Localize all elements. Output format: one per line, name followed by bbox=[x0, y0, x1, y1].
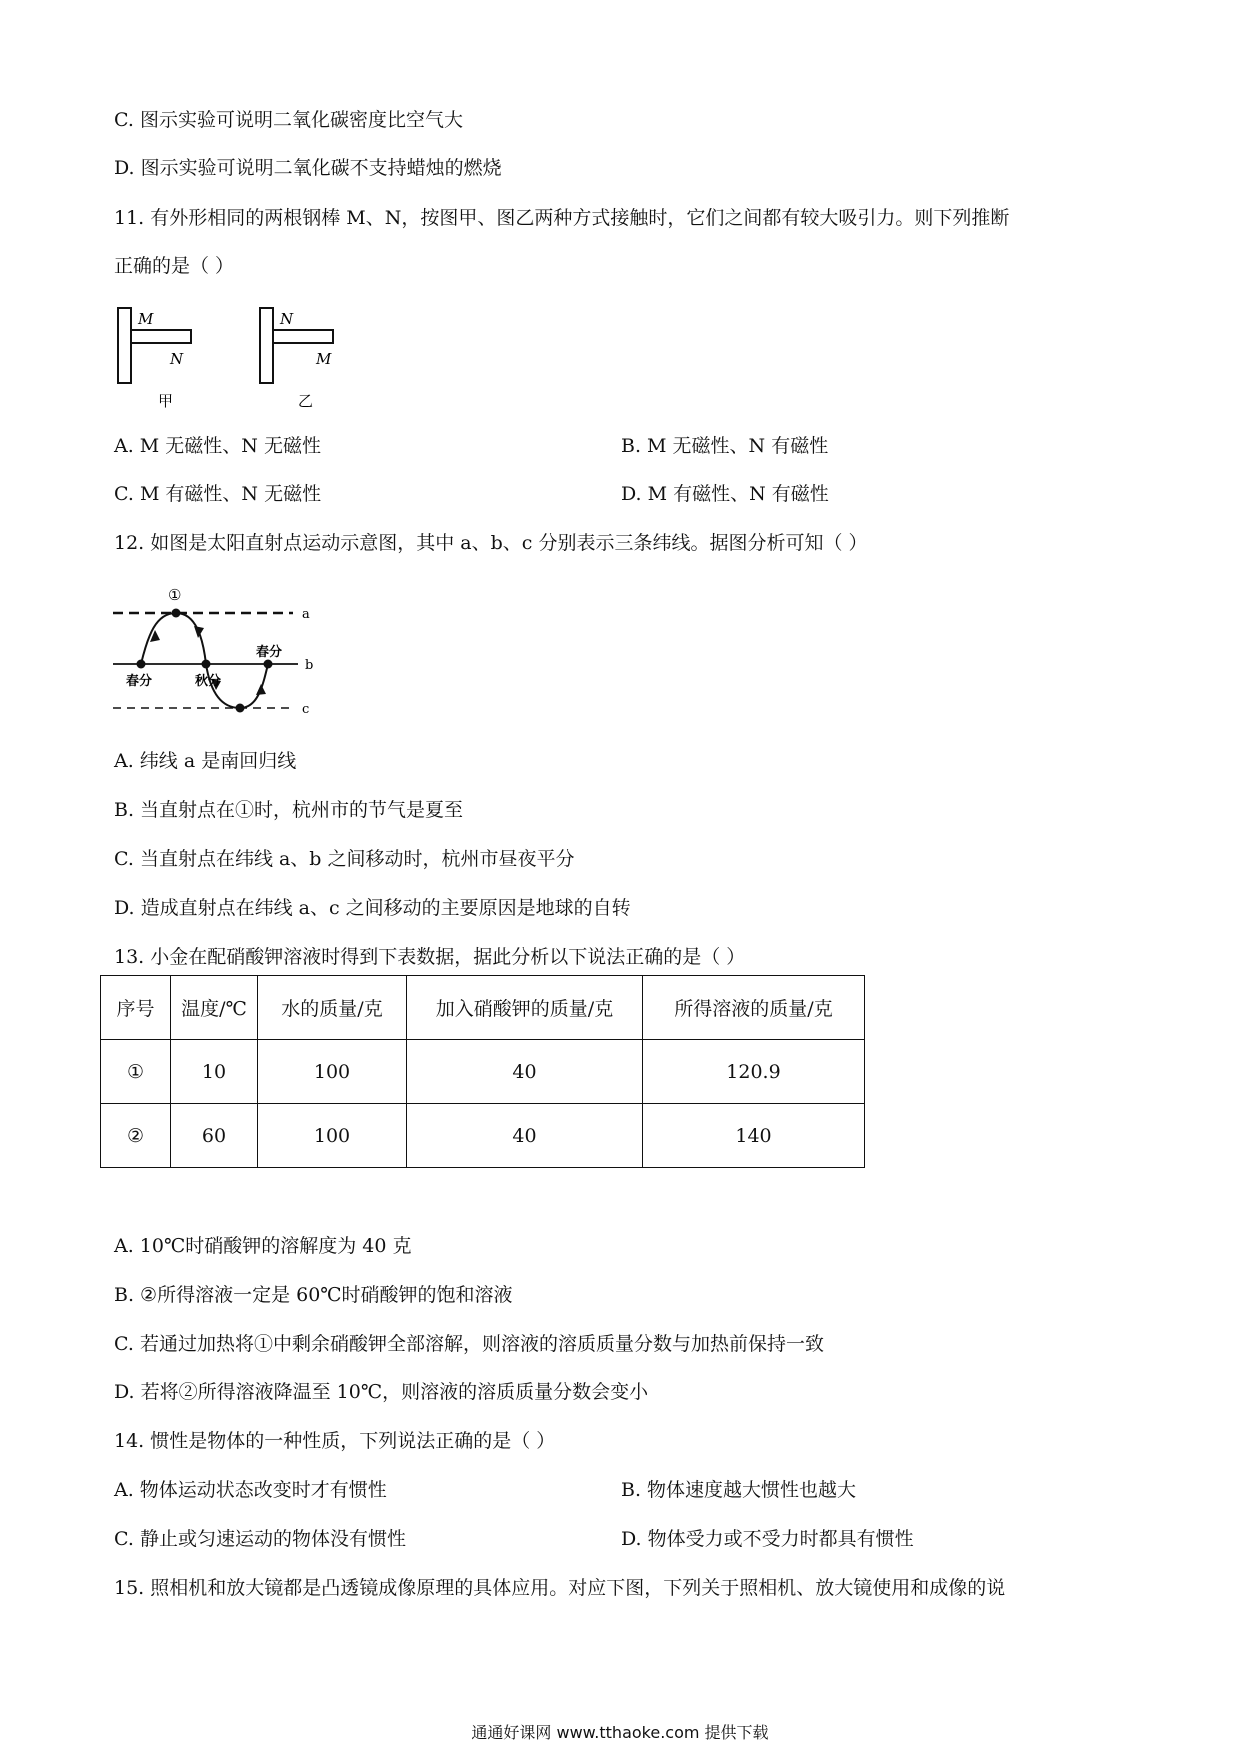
label-circle-one: ① bbox=[168, 586, 182, 604]
q14-option-c: C. 静止或匀速运动的物体没有惯性 bbox=[114, 1528, 406, 1550]
label-a: a bbox=[302, 607, 310, 622]
table-header-cell: 加入硝酸钾的质量/克 bbox=[407, 976, 643, 1040]
table-cell: 100 bbox=[258, 1104, 407, 1168]
q14-stem: 14. 惯性是物体的一种性质，下列说法正确的是（ ） bbox=[114, 1430, 556, 1452]
jia-horizontal-bar bbox=[131, 330, 191, 343]
q13-option-a: A. 10℃时硝酸钾的溶解度为 40 克 bbox=[114, 1235, 412, 1257]
q15-stem: 15. 照相机和放大镜都是凸透镜成像原理的具体应用。对应下图，下列关于照相机、放大镜使用和成像的说 bbox=[114, 1577, 1006, 1599]
point-spring-equinox-left bbox=[137, 660, 146, 669]
table-cell: 140 bbox=[643, 1104, 865, 1168]
point-one bbox=[172, 609, 181, 618]
q12-stem: 12. 如图是太阳直射点运动示意图，其中 a、b、c 分别表示三条纬线。据图分析可知（ ） bbox=[114, 532, 868, 554]
label-spring-equinox-right: 春分 bbox=[256, 645, 283, 660]
q11-option-b: B. M 无磁性、N 有磁性 bbox=[621, 435, 829, 457]
table-cell: 100 bbox=[258, 1040, 407, 1104]
yi-horizontal-bar bbox=[273, 330, 333, 343]
table-cell: 40 bbox=[407, 1040, 643, 1104]
table-cell: 10 bbox=[171, 1040, 258, 1104]
solution-data-table bbox=[100, 975, 865, 1168]
q14-option-b: B. 物体速度越大惯性也越大 bbox=[621, 1479, 857, 1501]
label-spring-equinox-left: 春分 bbox=[126, 674, 153, 689]
table-header-cell: 水的质量/克 bbox=[258, 976, 407, 1040]
table-cell: 120.9 bbox=[643, 1040, 865, 1104]
q11-stem-line2: 正确的是（ ） bbox=[114, 255, 235, 277]
yi-label-m: M bbox=[316, 350, 332, 368]
q13-stem: 13. 小金在配硝酸钾溶液时得到下表数据，据此分析以下说法正确的是（ ） bbox=[114, 946, 746, 968]
magnet-bars-figure bbox=[110, 300, 360, 415]
table-cell: ① bbox=[101, 1040, 171, 1104]
table-row bbox=[101, 1040, 865, 1104]
jia-label-n: N bbox=[170, 350, 184, 368]
table-header-cell: 所得溶液的质量/克 bbox=[643, 976, 865, 1040]
q13-option-d: D. 若将②所得溶液降温至 10℃，则溶液的溶质质量分数会变小 bbox=[114, 1381, 649, 1403]
q10-option-c: C. 图示实验可说明二氧化碳密度比空气大 bbox=[114, 109, 463, 131]
yi-caption: 乙 bbox=[298, 392, 314, 410]
table-cell: ② bbox=[101, 1104, 171, 1168]
sun-direct-point-diagram bbox=[108, 580, 328, 720]
label-c: c bbox=[302, 702, 310, 717]
q12-option-c: C. 当直射点在纬线 a、b 之间移动时，杭州市昼夜平分 bbox=[114, 848, 575, 870]
arrow-up-icon bbox=[256, 684, 266, 695]
point-autumn-equinox bbox=[202, 660, 211, 669]
table-cell: 60 bbox=[171, 1104, 258, 1168]
jia-caption: 甲 bbox=[158, 392, 174, 410]
table-header-cell: 序号 bbox=[101, 976, 171, 1040]
label-b: b bbox=[305, 658, 314, 673]
yi-vertical-bar bbox=[260, 308, 273, 383]
table-cell: 40 bbox=[407, 1104, 643, 1168]
q14-option-a: A. 物体运动状态改变时才有惯性 bbox=[114, 1479, 387, 1501]
table-row bbox=[101, 1104, 865, 1168]
yi-label-n: N bbox=[280, 310, 294, 328]
point-spring-equinox-right bbox=[264, 660, 273, 669]
table-header-row bbox=[101, 976, 865, 1040]
label-autumn-equinox: 秋分 bbox=[195, 674, 222, 689]
jia-vertical-bar bbox=[118, 308, 131, 383]
q14-option-d: D. 物体受力或不受力时都具有惯性 bbox=[621, 1528, 914, 1550]
q11-option-d: D. M 有磁性、N 有磁性 bbox=[621, 483, 829, 505]
q13-option-c: C. 若通过加热将①中剩余硝酸钾全部溶解，则溶液的溶质质量分数与加热前保持一致 bbox=[114, 1333, 824, 1355]
q11-stem-line1: 11. 有外形相同的两根钢棒 M、N，按图甲、图乙两种方式接触时，它们之间都有较大吸引力。则下列推断 bbox=[114, 207, 1010, 229]
page-footer: 通通好课网 www.tthaoke.com 提供下载 bbox=[471, 1723, 769, 1742]
jia-label-m: M bbox=[138, 310, 154, 328]
q13-option-b: B. ②所得溶液一定是 60℃时硝酸钾的饱和溶液 bbox=[114, 1284, 513, 1306]
q12-option-d: D. 造成直射点在纬线 a、c 之间移动的主要原因是地球的自转 bbox=[114, 897, 631, 919]
q11-option-c: C. M 有磁性、N 无磁性 bbox=[114, 483, 322, 505]
arrow-down-icon bbox=[194, 626, 204, 638]
table-header-cell: 温度/℃ bbox=[171, 976, 258, 1040]
q12-option-b: B. 当直射点在①时，杭州市的节气是夏至 bbox=[114, 799, 464, 821]
q12-option-a: A. 纬线 a 是南回归线 bbox=[114, 750, 297, 772]
point-bottom bbox=[236, 704, 245, 713]
q11-option-a: A. M 无磁性、N 无磁性 bbox=[114, 435, 321, 457]
q10-option-d: D. 图示实验可说明二氧化碳不支持蜡烛的燃烧 bbox=[114, 157, 502, 179]
